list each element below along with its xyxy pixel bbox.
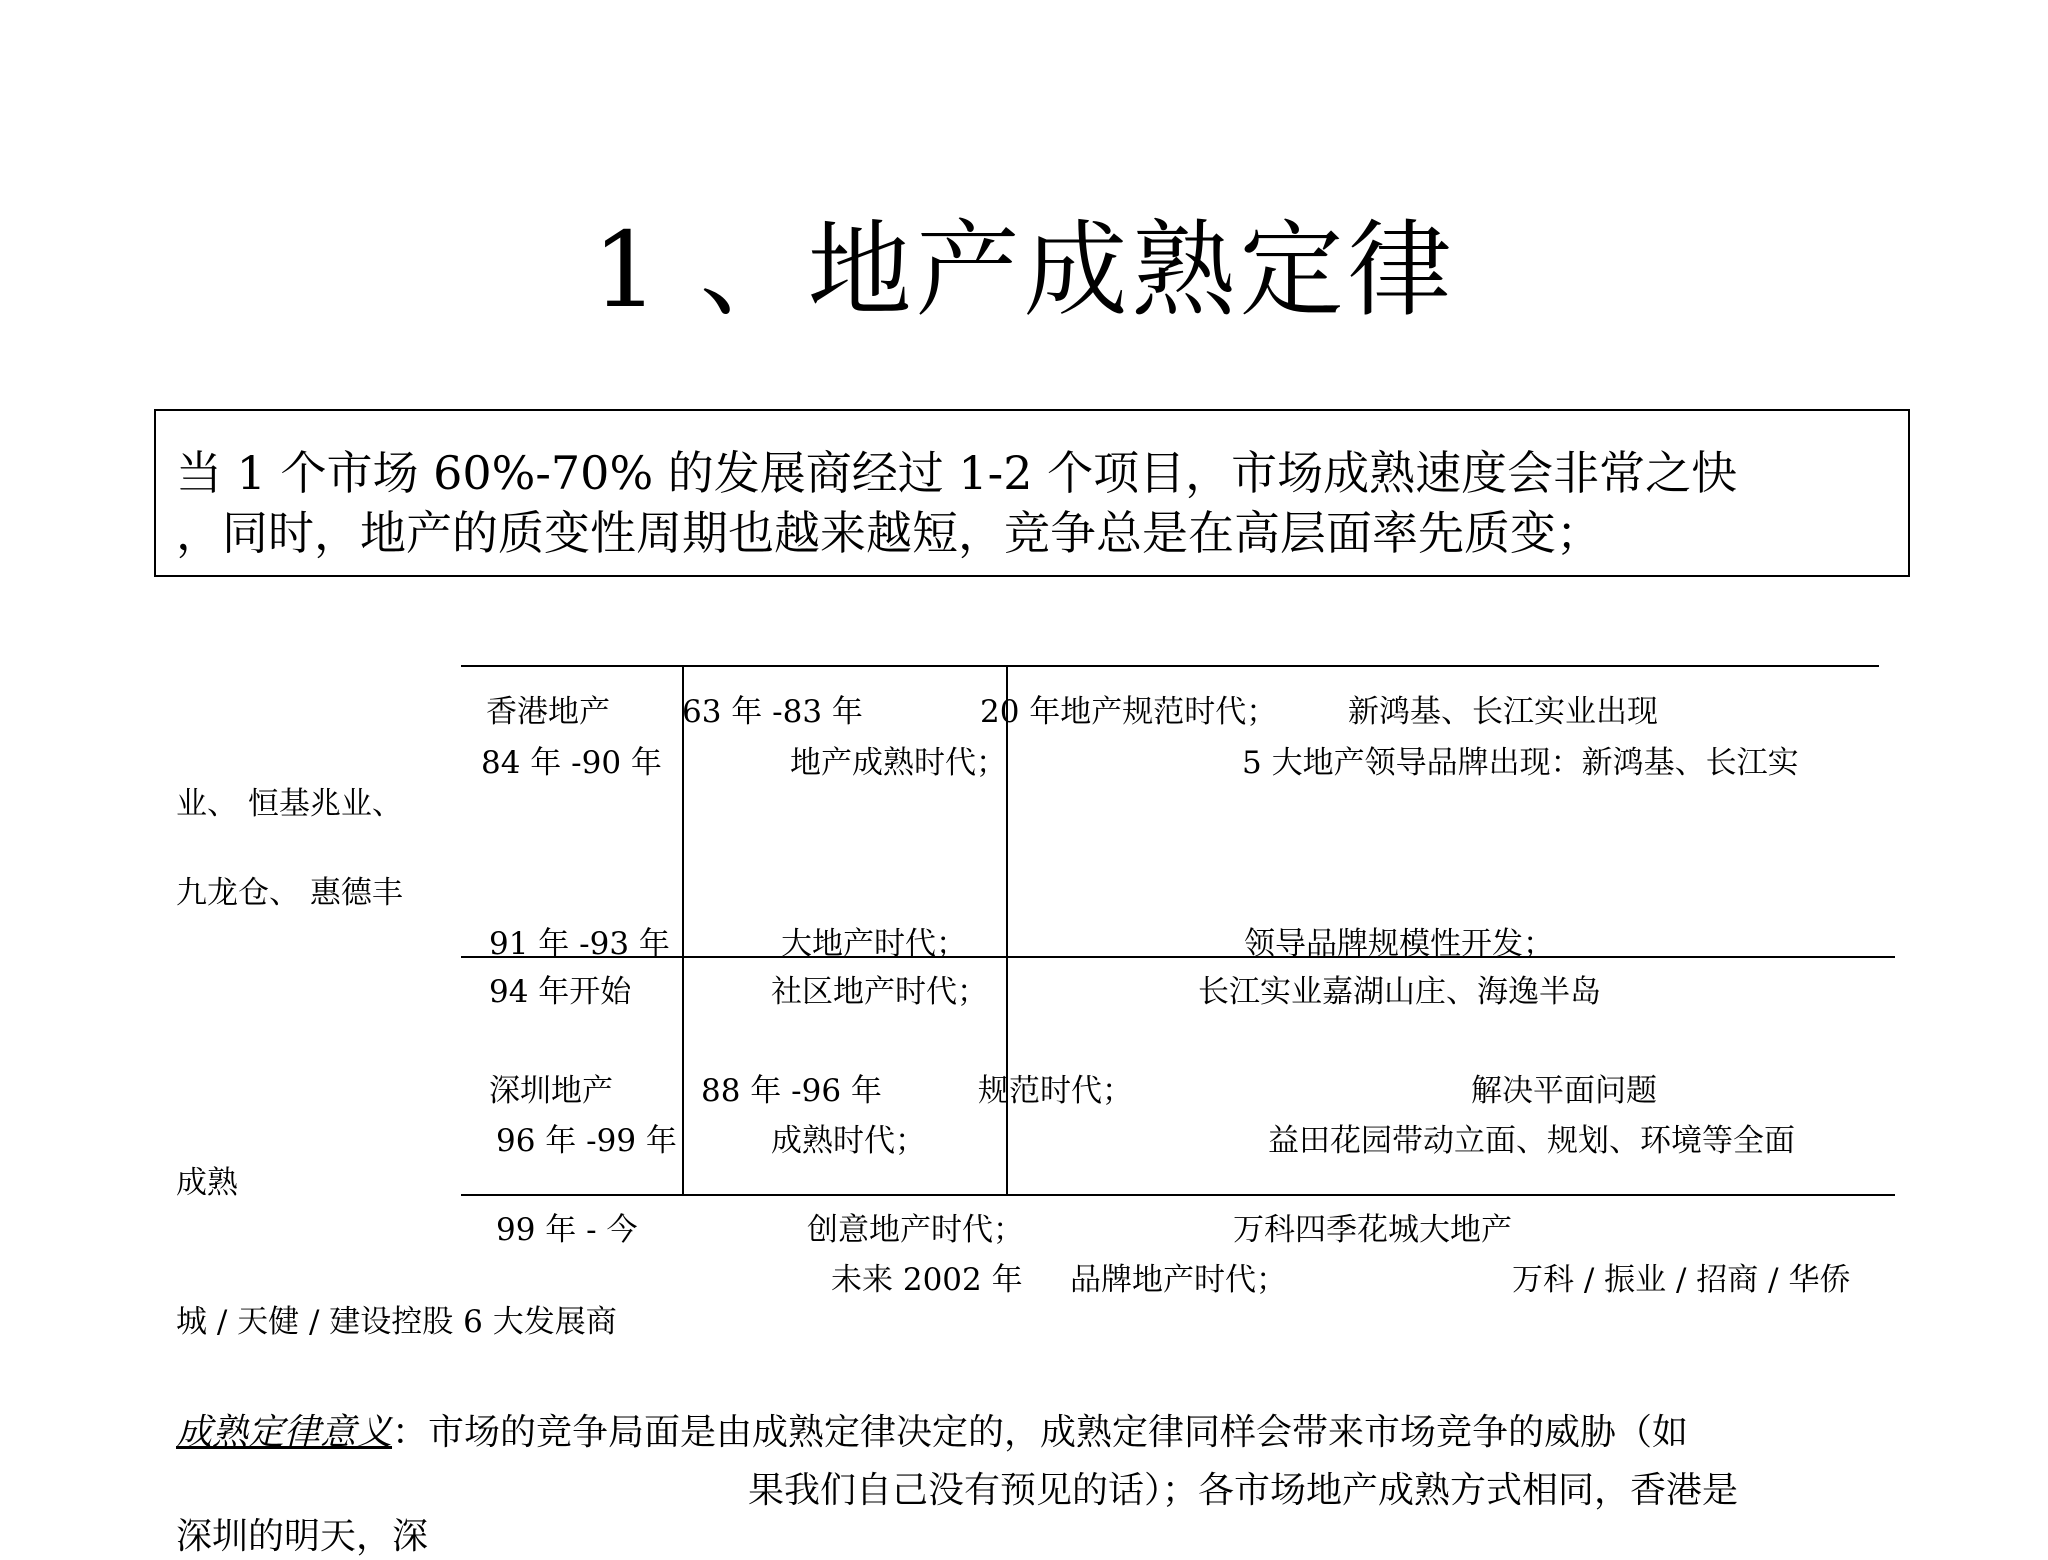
table-middle-rule xyxy=(461,956,1895,958)
page-title: 1 、地产成熟定律 xyxy=(592,209,1456,331)
footer-line-3: 深圳的明天，深 xyxy=(176,1516,429,1557)
era-text: 创意地产时代； xyxy=(807,1212,1024,1248)
note-text: 解决平面问题 xyxy=(1471,1073,1657,1109)
note-text: 长江实业嘉湖山庄、海逸半岛 xyxy=(1198,974,1601,1010)
note-text: 5 大地产领导品牌出现：新鸿基、长江实 xyxy=(1242,745,1799,781)
period-text: 96 年 -99 年 xyxy=(496,1123,677,1159)
period-text: 63 年 -83 年 xyxy=(682,694,863,730)
note-continuation: 九龙仓、 惠德丰 xyxy=(176,875,403,911)
era-text: 20 年地产规范时代； xyxy=(980,694,1278,730)
note-text: 益田花园带动立面、规划、环境等全面 xyxy=(1268,1123,1795,1159)
note-continuation: 业、 恒基兆业、 xyxy=(176,786,403,822)
period-text: 未来 2002 年 xyxy=(831,1262,1023,1298)
footer-line-1: 成熟定律意义：市场的竞争局面是由成熟定律决定的，成熟定律同样会带来市场竞争的威胁（如 xyxy=(176,1412,1689,1453)
note-text: 万科 / 振业 / 招商 / 华侨 xyxy=(1512,1262,1851,1298)
table-top-rule xyxy=(461,665,1879,667)
shenzhen-label: 深圳地产 xyxy=(489,1073,613,1109)
era-text: 大地产时代； xyxy=(781,926,967,962)
footer-line-2: 果我们自己没有预见的话）；各市场地产成熟方式相同，香港是 xyxy=(748,1470,1739,1511)
era-text: 成熟时代； xyxy=(771,1123,926,1159)
period-text: 84 年 -90 年 xyxy=(481,745,662,781)
era-text: 社区地产时代； xyxy=(771,974,988,1010)
period-text: 88 年 -96 年 xyxy=(701,1073,882,1109)
table-bottom-rule xyxy=(461,1194,1895,1196)
note-text: 万科四季花城大地产 xyxy=(1233,1212,1512,1248)
note-text: 新鸿基、长江实业出现 xyxy=(1348,694,1658,730)
note-continuation: 成熟 xyxy=(176,1165,238,1201)
note-continuation: 城 / 天健 / 建设控股 6 大发展商 xyxy=(176,1304,617,1340)
era-text: 品牌地产时代； xyxy=(1070,1262,1287,1298)
note-text: 领导品牌规模性开发； xyxy=(1244,926,1554,962)
period-text: 94 年开始 xyxy=(489,974,632,1010)
summary-line-1: 当 1 个市场 60%-70% 的发展商经过 1-2 个项目，市场成熟速度会非常之快 xyxy=(176,446,1738,500)
era-text: 地产成熟时代； xyxy=(790,745,1007,781)
footer-label: 成熟定律意义 xyxy=(176,1412,393,1453)
era-text: 规范时代； xyxy=(978,1073,1133,1109)
summary-line-2: ，同时，地产的质变性周期也越来越短，竞争总是在高层面率先质变； xyxy=(176,506,1602,560)
hongkong-label: 香港地产 xyxy=(486,694,610,730)
period-text: 99 年 - 今 xyxy=(496,1212,638,1248)
period-text: 91 年 -93 年 xyxy=(489,926,670,962)
table-column-divider-1 xyxy=(682,665,684,1194)
